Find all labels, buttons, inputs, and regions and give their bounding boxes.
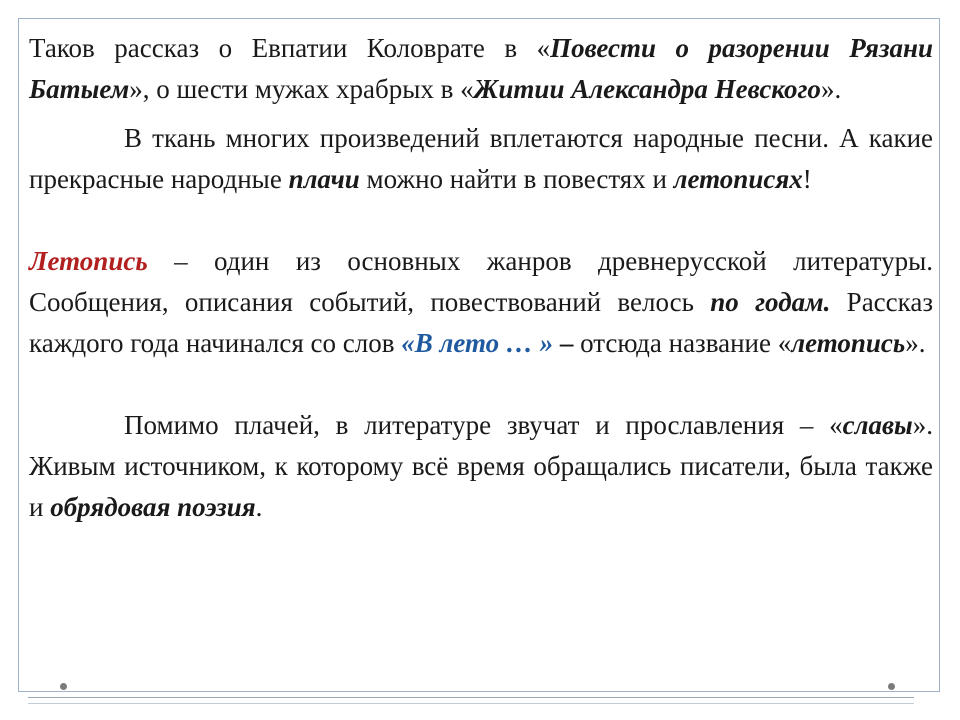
term-po-godam: по годам. bbox=[710, 287, 831, 317]
title-povest: Повести о разорении Рязани Батыем bbox=[29, 33, 933, 104]
text-run: Таков рассказ о Евпатии Коловрате в « bbox=[29, 33, 551, 63]
term-plachi: плачи bbox=[288, 164, 360, 194]
term-letopis-definition: Летопись bbox=[29, 246, 148, 276]
paragraph-slavy bbox=[29, 405, 933, 528]
paragraph-evpaty bbox=[29, 28, 933, 110]
paragraph-letopis bbox=[29, 241, 933, 364]
dash: – bbox=[553, 328, 581, 358]
decor-dot-left bbox=[60, 683, 67, 690]
text-run: Помимо плачей, в литературе звучат и прославления – « bbox=[124, 410, 843, 440]
term-letopis: летопись bbox=[791, 328, 906, 358]
decor-dot-right bbox=[888, 683, 895, 690]
text-run: ! bbox=[802, 164, 812, 194]
text-run: ». Живым источником, к которому всё время обращались писатели, была также и bbox=[29, 410, 933, 522]
text-run: – один из основных жанров древнерусской литературы. Сообщения, описания событий, повествований велось bbox=[29, 246, 933, 317]
text-run: », о шести мужах храбрых в « bbox=[129, 74, 474, 104]
footer-rule-secondary bbox=[28, 703, 914, 704]
term-obryadovaya-poeziya: обрядовая поэзия bbox=[50, 492, 256, 522]
text-run: . bbox=[255, 492, 263, 522]
title-zhitie: Житии Александра Невского bbox=[473, 74, 821, 104]
text-run: Рассказ каждого года начинался со слов bbox=[29, 287, 933, 358]
text-run: ». bbox=[820, 74, 842, 104]
term-slavy: славы bbox=[842, 410, 913, 440]
text-run: ». bbox=[905, 328, 926, 358]
paragraph-folk-songs bbox=[29, 118, 933, 200]
text-run: отсюда название « bbox=[580, 328, 792, 358]
text-run: можно найти в повестях и bbox=[359, 164, 674, 194]
slide-text bbox=[29, 28, 933, 528]
text-run: В ткань многих произведений вплетаются народные песни. А какие прекрасные народные bbox=[29, 123, 933, 194]
quote-v-leto: «В лето … » bbox=[401, 328, 554, 358]
term-letopisi: летописях bbox=[673, 164, 803, 194]
footer-rule bbox=[28, 697, 914, 698]
